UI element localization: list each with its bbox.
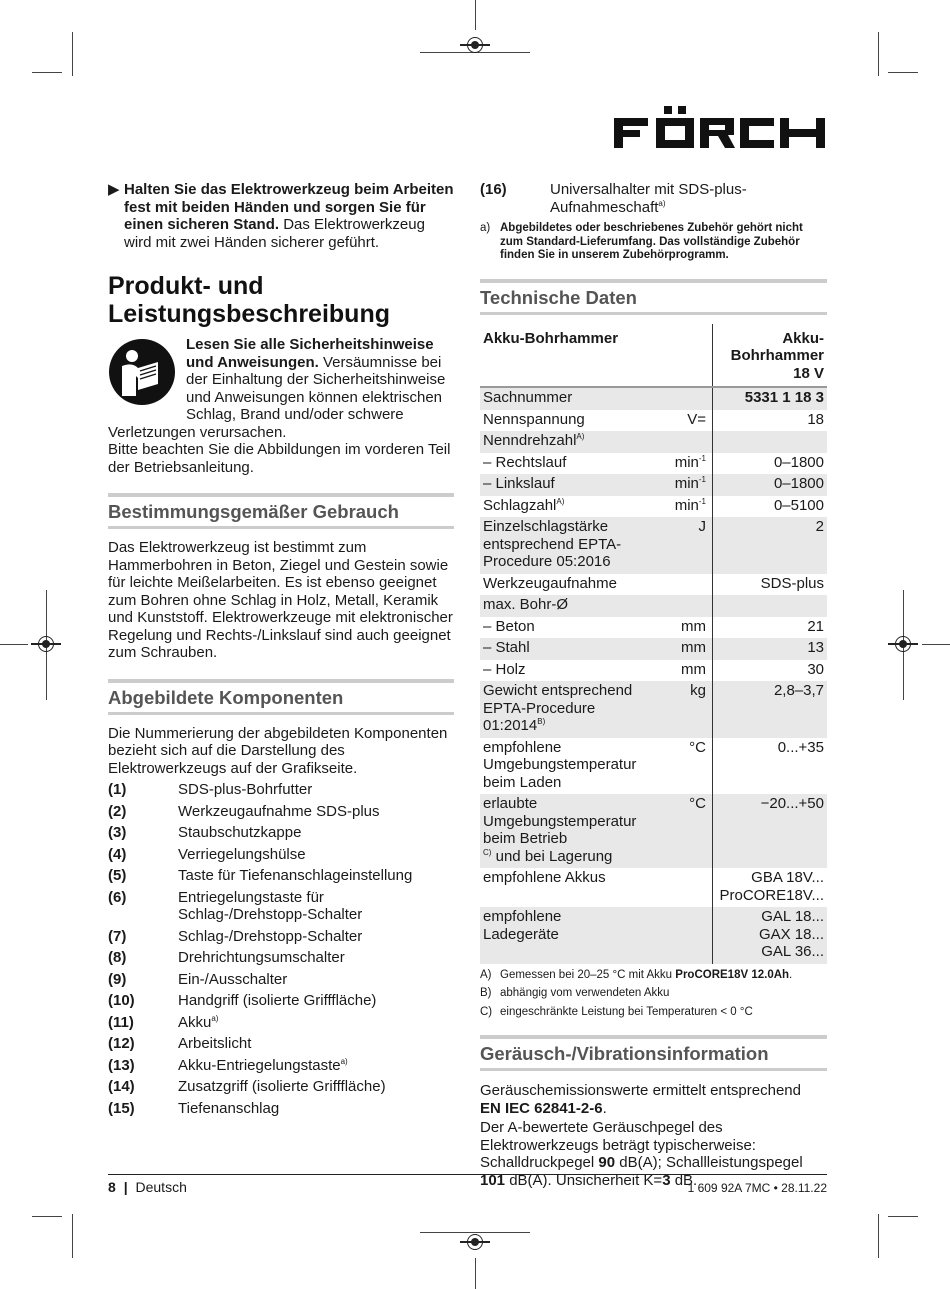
section-title: Produkt- und Leistungsbeschreibung — [108, 272, 390, 328]
value-cell — [713, 517, 828, 574]
note-text: Gemessen bei 20–25 °C mit Akku — [500, 968, 676, 981]
component-number: (7) — [108, 927, 127, 945]
label-cell — [480, 431, 643, 453]
label-cell — [480, 496, 643, 518]
noise-standard: EN IEC 62841-2-6 — [480, 1099, 603, 1117]
unit-cell — [643, 595, 713, 617]
row-label: Nenndrehzahl — [483, 432, 577, 449]
component-text: Entriegelungstaste für Schlag-/Drehstopp-Schalter — [178, 888, 363, 923]
component-text: Zusatzgriff (isolierte Grifffläche) — [178, 1078, 386, 1095]
read-instructions-bold: Lesen Sie alle Sicherheitshinweise und Anweisungen. — [186, 336, 434, 371]
noise-heading: Geräusch-/Vibrationsinformation — [480, 1035, 827, 1071]
row-value: 0–1800 — [773, 453, 824, 471]
technical-data-body — [480, 387, 827, 964]
footnote-marker: C) — [483, 847, 492, 857]
table-row — [480, 681, 827, 738]
component-number: (4) — [108, 845, 127, 863]
unit-cell — [643, 517, 713, 574]
row-value: 2 — [815, 518, 824, 535]
footnote-marker: A) — [556, 496, 565, 506]
list-item — [108, 803, 454, 821]
unit-exponent: -1 — [698, 453, 706, 463]
value-cell — [713, 681, 828, 738]
list-item — [108, 1057, 454, 1075]
component-number: (15) — [108, 1099, 135, 1117]
intended-use-heading: Bestimmungsgemäßer Gebrauch — [108, 493, 454, 529]
row-label: Sachnummer — [483, 389, 573, 406]
table-footnote — [480, 987, 827, 1001]
unit-cell — [643, 574, 713, 596]
table-row — [480, 794, 827, 868]
component-text: Handgriff (isolierte Grifffläche) — [178, 992, 377, 1009]
row-label: empfohlene Akkus — [483, 869, 606, 886]
component-text: Taste für Tiefenanschlageinstellung — [178, 867, 413, 884]
row-value: 13 — [807, 639, 824, 656]
row-label-tail: und bei Lagerung — [491, 847, 613, 865]
component-text: Verriegelungshülse — [178, 845, 306, 863]
header-value: Akku-Bohrhammer 18 V — [713, 324, 828, 388]
list-item — [108, 781, 454, 799]
component-text: Staubschutzkappe — [178, 824, 302, 841]
unit-cell — [643, 410, 713, 432]
row-value: 30 — [807, 660, 824, 678]
table-row — [480, 474, 827, 496]
note-key: C) — [480, 1005, 493, 1018]
technical-data-table — [480, 324, 827, 964]
sound-pressure-value: 90 — [598, 1154, 616, 1171]
value-cell — [713, 474, 828, 496]
unit-cell — [643, 681, 713, 738]
value-cell — [713, 907, 828, 964]
row-label: Einzelschlagstärke entsprechend EPTA-Procedure 05:2016 — [483, 518, 622, 570]
table-header-row — [480, 324, 827, 388]
crop-mark — [922, 644, 950, 645]
note-tail: . — [789, 968, 793, 981]
row-label: Nennspannung — [483, 410, 585, 428]
see-figures-text: Bitte beachten Sie die Abbildungen im vorderen Teil der Betriebsanleitung. — [108, 441, 451, 476]
label-cell — [480, 638, 643, 660]
row-value: 0...+35 — [777, 738, 824, 756]
table-row — [480, 868, 827, 907]
uncertainty-value: 3 — [662, 1171, 671, 1189]
row-unit: mm — [681, 660, 706, 678]
label-cell — [480, 410, 643, 432]
table-row — [480, 907, 827, 964]
row-unit: J — [698, 518, 706, 535]
row-label: max. Bohr-Ø — [483, 596, 569, 613]
note-key: B) — [480, 987, 492, 999]
footnote-marker: a) — [658, 198, 666, 208]
value-cell — [713, 496, 828, 518]
label-cell — [480, 868, 643, 907]
table-row — [480, 574, 827, 596]
table-row — [480, 617, 827, 639]
note-text: eingeschränkte Leistung bei Temperaturen < 0 °C — [500, 1005, 753, 1018]
row-unit: min — [674, 475, 699, 492]
unit-cell — [643, 496, 713, 518]
value-cell — [713, 660, 828, 682]
component-text: SDS-plus-Bohrfutter — [178, 781, 313, 798]
component-number: (11) — [108, 1013, 134, 1031]
crop-mark — [72, 1214, 73, 1258]
registration-mark-icon — [895, 636, 911, 652]
unit-cell — [643, 453, 713, 475]
component-text: Schlag-/Drehstopp-Schalter — [178, 927, 363, 945]
value-cell — [713, 638, 828, 660]
value-cell — [713, 794, 828, 868]
crop-mark — [878, 1214, 879, 1258]
row-label: erlaubte Umgebungstemperatur beim Betrieb — [483, 795, 637, 847]
label-cell — [480, 574, 643, 596]
value-cell — [713, 738, 828, 795]
safety-bullet — [108, 181, 454, 251]
note-key: a) — [480, 222, 491, 234]
component-number: (14) — [108, 1078, 135, 1095]
footnote-marker: A) — [576, 432, 585, 441]
unit-cell — [643, 738, 713, 795]
row-unit: kg — [690, 682, 706, 699]
table-row — [480, 595, 827, 617]
component-text: Werkzeugaufnahme SDS-plus — [178, 802, 380, 820]
left-column — [108, 181, 454, 1117]
row-value: 5331 1 18 3 — [744, 389, 824, 406]
row-unit: min — [674, 453, 699, 471]
unit-exponent: -1 — [698, 475, 706, 484]
crop-mark — [888, 72, 918, 73]
row-unit: V= — [687, 410, 706, 428]
page-footer — [108, 1171, 827, 1195]
list-item — [108, 1100, 454, 1118]
row-label: empfohlene Ladegeräte — [483, 908, 562, 943]
row-unit: °C — [689, 738, 706, 756]
unit-cell — [643, 907, 713, 964]
component-text: Arbeitslicht — [178, 1035, 252, 1052]
list-item — [108, 1078, 454, 1096]
table-row — [480, 410, 827, 432]
value-cell — [713, 595, 828, 617]
list-item — [108, 928, 454, 946]
page-number: 8 — [108, 1179, 116, 1195]
label-cell — [480, 681, 643, 738]
crop-mark — [878, 32, 879, 76]
table-row — [480, 431, 827, 453]
label-cell — [480, 453, 643, 475]
unit-cell — [643, 868, 713, 907]
table-footnote — [480, 969, 827, 983]
value-cell — [713, 387, 828, 410]
row-label: – Beton — [483, 617, 535, 635]
right-column — [480, 181, 827, 1189]
crop-mark — [475, 1258, 476, 1289]
component-text: Akku-Entriegelungstaste — [178, 1056, 341, 1074]
components-list — [108, 781, 454, 1117]
row-value: 18 — [807, 410, 824, 428]
row-label: – Linkslauf — [483, 475, 555, 492]
component-number: (16) — [480, 181, 507, 198]
row-value: GAL 18... GAX 18... GAL 36... — [758, 908, 824, 960]
label-cell — [480, 660, 643, 682]
row-value: GBA 18V... ProCORE18V... — [719, 869, 824, 904]
component-text: Universalhalter mit SDS-plus-Aufnahmeschaft — [550, 181, 747, 216]
component-number: (3) — [108, 824, 127, 841]
list-item — [480, 181, 827, 216]
footnote-marker: B) — [537, 717, 546, 726]
noise-p2-c: dB(A); Schallleistungspegel — [615, 1154, 803, 1171]
label-cell — [480, 794, 643, 868]
read-manual-icon — [108, 338, 176, 406]
accessory-note — [480, 222, 827, 263]
note-bold: ProCORE18V 12.0Ah — [675, 968, 790, 981]
row-value: −20...+50 — [760, 795, 824, 812]
unit-cell — [643, 638, 713, 660]
row-label: empfohlene Umgebungstemperatur beim Laden — [483, 738, 637, 791]
row-value: 0–5100 — [773, 496, 824, 514]
registration-mark-icon — [38, 636, 54, 652]
table-row — [480, 496, 827, 518]
table-row — [480, 387, 827, 410]
components-intro: Die Nummerierung der abgebildeten Komponenten bezieht sich auf die Darstellung des Elektrowerkzeugs auf der Grafikseite. — [108, 724, 448, 777]
crop-mark — [888, 1216, 918, 1217]
noise-p2-a: Der A-bewertete Geräuschpegel des Elektrowerkzeugs beträgt typischerweise: Schalldruckpegel — [480, 1119, 756, 1171]
foerch-logo-icon — [612, 104, 828, 164]
row-unit: °C — [689, 795, 706, 812]
technical-data-heading: Technische Daten — [480, 279, 827, 315]
row-value: 21 — [807, 617, 824, 635]
label-cell — [480, 474, 643, 496]
list-item — [108, 867, 454, 885]
value-cell — [713, 617, 828, 639]
row-label: Gewicht entsprechend EPTA-Procedure 01:2014 — [483, 682, 633, 734]
value-cell — [713, 410, 828, 432]
row-label: – Stahl — [483, 639, 530, 656]
component-text: Tiefenanschlag — [178, 1099, 280, 1117]
list-item — [108, 971, 454, 989]
label-cell — [480, 907, 643, 964]
list-item — [108, 1014, 454, 1032]
component-text: Akku — [178, 1013, 212, 1031]
row-unit: min — [674, 496, 699, 514]
value-cell — [713, 574, 828, 596]
table-row — [480, 738, 827, 795]
noise-p1-text: Geräuschemissionswerte ermittelt entsprechend — [480, 1082, 801, 1099]
safety-bullet-text: Das Elektrowerkzeug wird mit zwei Händen sicherer geführt. — [124, 216, 425, 251]
crop-mark — [72, 32, 73, 76]
table-row — [480, 660, 827, 682]
component-number: (12) — [108, 1035, 135, 1052]
noise-p2-g: dB. — [670, 1171, 698, 1189]
noise-paragraph-1 — [480, 1082, 827, 1117]
crop-mark — [32, 72, 62, 73]
unit-cell — [643, 431, 713, 453]
row-label: Werkzeugaufnahme — [483, 574, 617, 592]
unit-cell — [643, 617, 713, 639]
list-item — [108, 846, 454, 864]
label-cell — [480, 617, 643, 639]
crop-mark — [420, 1232, 530, 1233]
crop-mark — [475, 0, 476, 30]
table-row — [480, 638, 827, 660]
noise-p1-tail: . — [602, 1099, 607, 1117]
footnote-marker: a) — [340, 1056, 348, 1066]
footnote-marker: a) — [211, 1013, 219, 1023]
value-cell — [713, 868, 828, 907]
header-label: Akku-Bohrhammer — [480, 324, 713, 388]
registration-mark-icon — [467, 1234, 483, 1250]
component-number: (5) — [108, 867, 127, 884]
list-item — [108, 889, 454, 924]
row-label: – Holz — [483, 660, 526, 678]
row-value: 0–1800 — [773, 475, 824, 492]
component-number: (8) — [108, 949, 127, 966]
row-label: – Rechtslauf — [483, 453, 567, 471]
unit-cell — [643, 794, 713, 868]
row-unit: mm — [681, 617, 706, 635]
component-number: (10) — [108, 992, 135, 1009]
component-text: Ein-/Ausschalter — [178, 970, 288, 988]
intended-use-text: Das Elektrowerkzeug ist bestimmt zum Hammerbohren in Beton, Ziegel und Gestein sowie für leichte Meißelarbeiten. Es ist ebenso geeignet zum Bohren ohne Schlag in Holz, Metall, Keramik und Kunststoff. Elektrowerkzeuge mit elektronischer Regelung und Rechts-/Linkslauf sind auch geeignet zum Schrauben. — [108, 539, 453, 661]
note-text: abhängig vom verwendeten Akku — [500, 987, 670, 999]
component-text: Drehrichtungsumschalter — [178, 949, 345, 966]
technical-notes — [480, 969, 827, 1020]
unit-cell — [643, 660, 713, 682]
list-item — [108, 949, 454, 967]
label-cell — [480, 387, 643, 410]
crop-mark — [0, 644, 28, 645]
value-cell — [713, 431, 828, 453]
list-item — [108, 992, 454, 1010]
brand-logo — [612, 104, 828, 164]
component-number: (1) — [108, 781, 127, 798]
label-cell — [480, 738, 643, 795]
row-value: SDS-plus — [760, 574, 824, 592]
component-number: (13) — [108, 1056, 135, 1074]
note-key: A) — [480, 968, 492, 981]
sound-power-value: 101 — [480, 1171, 506, 1189]
table-footnote — [480, 1006, 827, 1020]
noise-p2-e: dB(A). Unsicherheit K= — [505, 1171, 663, 1189]
label-cell — [480, 595, 643, 617]
component-number: (9) — [108, 970, 127, 988]
row-unit: mm — [681, 639, 706, 656]
list-item — [108, 1035, 454, 1053]
read-instructions-block — [108, 336, 454, 441]
row-value: 2,8–3,7 — [773, 682, 824, 699]
list-item — [108, 824, 454, 842]
note-text: Abgebildetes oder beschriebenes Zubehör gehört nicht zum Standard-Lieferumfang. Das vollständige Zubehör finden Sie in unserem Zubehörprogramm. — [500, 222, 803, 261]
crop-mark — [32, 1216, 62, 1217]
footer-separator: | — [123, 1179, 128, 1195]
unit-exponent: -1 — [698, 496, 706, 506]
safety-bullet-bold: Halten Sie das Elektrowerkzeug beim Arbeiten fest mit beiden Händen und sorgen Sie für einen sicheren Stand. — [124, 181, 454, 233]
triangle-bullet-icon: ▶ — [108, 181, 120, 198]
unit-cell — [643, 474, 713, 496]
component-number: (2) — [108, 802, 127, 820]
read-instructions-rest: Versäumnisse bei der Einhaltung der Sicherheitshinweise und Anweisungen können elektrischen Schlag, Brand und/oder schwere Verletzungen verursachen. — [108, 353, 446, 441]
components-heading: Abgebildete Komponenten — [108, 679, 454, 715]
document-code: 1 609 92A 7MC • 28.11.22 — [687, 1181, 827, 1195]
component-number: (6) — [108, 888, 127, 906]
label-cell — [480, 517, 643, 574]
unit-cell — [643, 387, 713, 410]
registration-mark-icon — [467, 37, 483, 53]
footer-language: Deutsch — [135, 1179, 187, 1195]
value-cell — [713, 453, 828, 475]
table-row — [480, 517, 827, 574]
row-label: Schlagzahl — [483, 496, 557, 514]
table-row — [480, 453, 827, 475]
